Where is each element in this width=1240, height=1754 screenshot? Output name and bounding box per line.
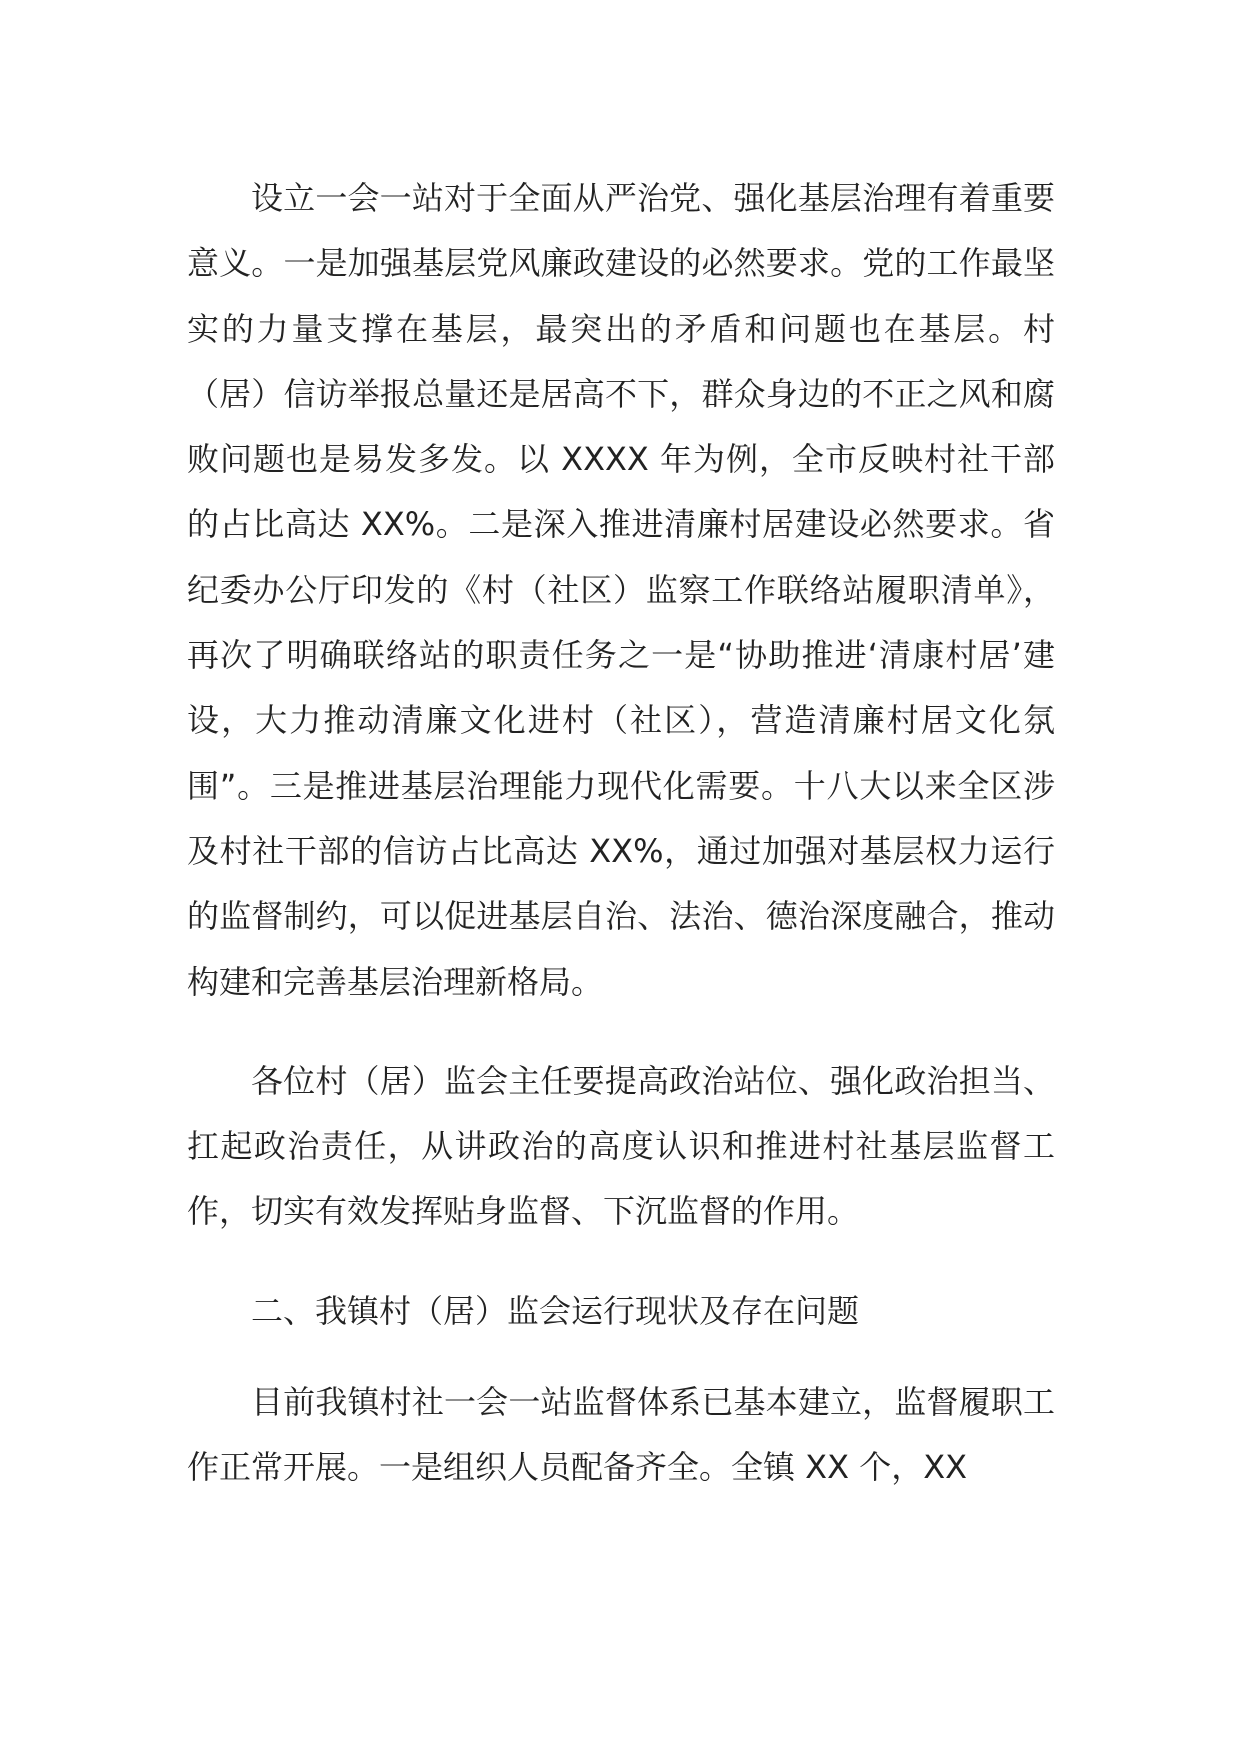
body-paragraph-status: 目前我镇村社一会一站监督体系已基本建立，监督履职工作正常开展。一是组织人员配备齐全。全镇 XX 个，XX xyxy=(187,1383,1055,1487)
section-heading: 二、我镇村（居）监会运行现状及存在问题 xyxy=(251,1291,860,1330)
body-paragraph-responsibility: 各位村（居）监会主任要提高政治站位、强化政治担当、扛起政治责任，从讲政治的高度认识和推进村社基层监督工作，切实有效发挥贴身监督、下沉监督的作用。 xyxy=(187,1061,1055,1231)
body-paragraph-significance: 设立一会一站对于全面从严治党、强化基层治理有着重要意义。一是加强基层党风廉政建设的必然要求。党的工作最坚实的力量支撑在基层，最突出的矛盾和问题也在基层。村（居）信访举报总量还是居高不下，群众身边的不正之风和腐败问题也是易发多发。以 XXXX 年为例，全市反映村社干部的占比高达 XX%。二是深入推进清廉村居建设必然要求。省纪委办公厅印发的《村（社区）监察工作联络站履职清单》，再次了明确联络站的职责任务之一是“协助推进‘清康村居’建设，大力推动清廉文化进村（社区），营造清廉村居文化氛围”。三是推进基层治理能力现代化需要。十八大以来全区涉及村社干部的信访占比高达 XX%，通过加强对基层权力运行的监督制约，可以促进基层自治、法治、德治深度融合，推动构建和完善基层治理新格局。 xyxy=(187,179,1055,1001)
document-page xyxy=(187,166,1055,1535)
